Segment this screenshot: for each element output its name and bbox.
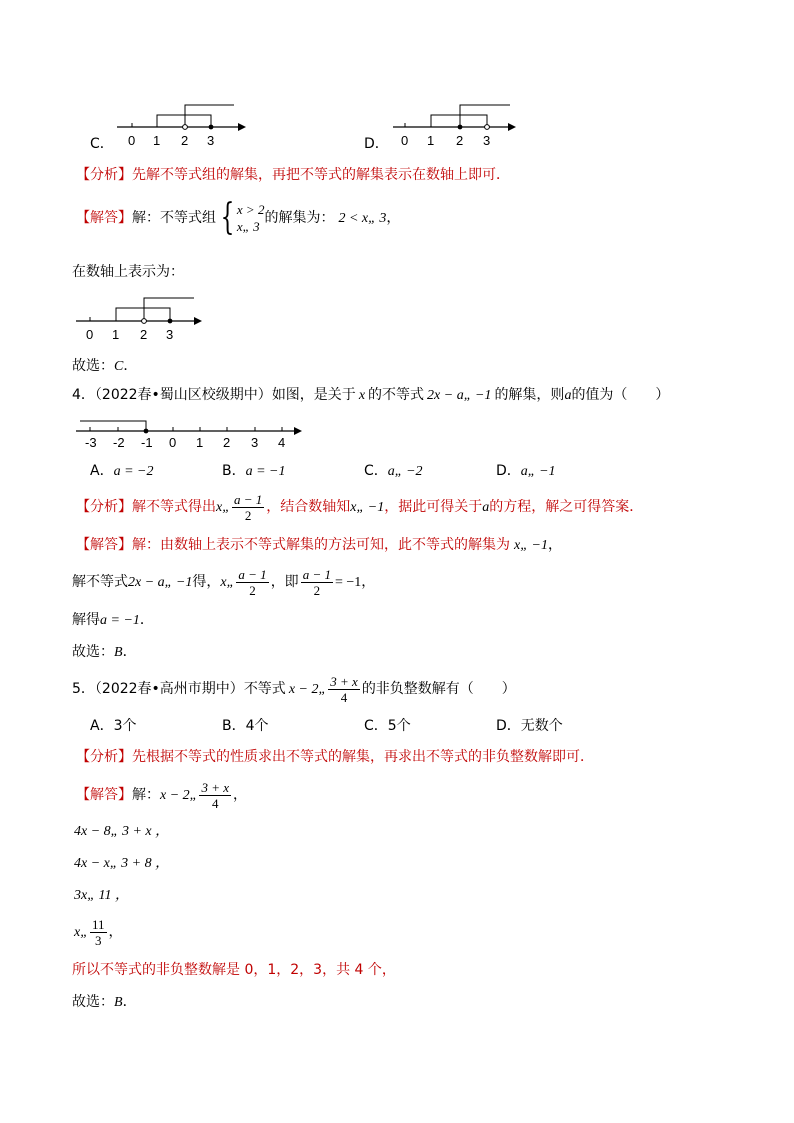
solution-set: 2 < x„ 3 [338, 211, 387, 226]
option-d-number-line [388, 98, 528, 150]
tick-label: 1 [427, 133, 435, 148]
q4-step-solve [72, 565, 375, 600]
answer-mid: 的解集为： [264, 210, 335, 226]
q4-option-c[interactable] [364, 461, 423, 482]
tick-label: 2 [223, 435, 231, 450]
choice-value: B [114, 645, 123, 660]
fraction: $\frac{11}{3}$ [92, 916, 105, 948]
question-number: 4． [72, 387, 95, 403]
fraction: $\frac{a - 1}{2}$ [238, 566, 267, 598]
option-value: 无数个 [520, 718, 563, 734]
question-source: （2022春•高州市期中） [94, 681, 244, 697]
analysis-tag: 【分析】 [76, 499, 132, 515]
math-expr: x„ −1 [514, 538, 548, 553]
q4-number-line [72, 416, 308, 452]
analysis-text: 先解不等式组的解集，再把不等式的解集表示在数轴上即可． [132, 167, 510, 183]
analysis-tag: 【分析】 [76, 749, 132, 765]
choice-prefix: 故选： [72, 644, 114, 660]
option-label: D． [496, 463, 521, 479]
stem-text: 不等式 [243, 681, 286, 697]
math-expr: 2x − a„ −1 [128, 575, 193, 590]
q3-answer [76, 197, 401, 238]
punct: ， [547, 537, 562, 553]
q3-numline-intro: 在数轴上表示为： [72, 264, 184, 280]
choice-prefix: 故选： [72, 358, 114, 374]
q5-option-a[interactable] [90, 716, 137, 736]
math-expr: x„ [74, 925, 88, 940]
q4-option-d[interactable] [496, 461, 556, 482]
step-text: ，即 [270, 574, 299, 590]
q4-step-result [72, 610, 154, 631]
stem-text: 的解集，则 [494, 387, 565, 403]
step-text: 解得 [72, 612, 100, 628]
tick-label: 3 [483, 133, 491, 148]
q5-answer [76, 778, 247, 813]
option-value: 4个 [245, 718, 269, 734]
q5-step-4 [74, 915, 123, 950]
q5-stem [72, 672, 516, 707]
option-label: A． [90, 718, 114, 734]
q4-option-b[interactable] [222, 461, 286, 482]
punct: ． [122, 644, 137, 660]
math-expr: x„ [216, 500, 230, 515]
tick-label: -3 [85, 435, 97, 450]
option-label: D． [496, 718, 521, 734]
system-line: x„ 3 [236, 219, 260, 234]
q5-option-c[interactable] [364, 716, 411, 736]
option-value: a = −1 [245, 464, 286, 479]
choice-value: C [114, 359, 124, 374]
tick-label: 1 [112, 327, 120, 342]
punct: ， [361, 574, 376, 590]
punct: ． [122, 994, 137, 1010]
q4-stem [72, 385, 669, 406]
option-label: B． [222, 718, 246, 734]
option-d-label: D． [364, 136, 389, 152]
question-number: 5． [72, 681, 95, 697]
analysis-text: 的方程，解之可得答案． [489, 499, 644, 515]
option-value: a„ −2 [387, 464, 423, 479]
inequality-system: { x > 2 x„ 3 [220, 197, 265, 238]
q5-conclusion: 所以不等式的非负整数解是 0，1，2，3，共 4 个， [72, 962, 396, 978]
tick-label: 0 [401, 133, 409, 148]
q5-step-1: 4x − 8„ 3 + x ， [74, 824, 170, 839]
option-label: C． [364, 463, 388, 479]
inequality: 2x − a„ −1 [427, 388, 492, 403]
fraction: $\frac{a - 1}{2}$ [234, 491, 263, 523]
tick-label: 2 [140, 327, 148, 342]
q5-analysis [76, 747, 594, 767]
tick-label: -1 [141, 435, 153, 450]
q5-option-d[interactable] [496, 716, 563, 736]
punct: ， [386, 210, 401, 226]
tick-label: 2 [181, 133, 189, 148]
question-source: （2022春•蜀山区校级期中） [94, 387, 272, 403]
stem-text: 如图，是关于 [271, 387, 356, 403]
option-c-label: C． [90, 136, 114, 152]
math-expr: x − 2„ [288, 682, 327, 697]
step-text: 得， [192, 574, 221, 590]
q5-choice [72, 992, 137, 1013]
tick-label: 3 [207, 133, 215, 148]
punct: ， [233, 787, 247, 803]
q5-step-2: 4x − x„ 3 + 8 ， [74, 856, 170, 871]
tick-label: 0 [86, 327, 94, 342]
analysis-tag: 【分析】 [76, 167, 132, 183]
analysis-text: ，据此可得关于 [384, 499, 483, 515]
q4-answer [76, 535, 562, 556]
tick-label: 0 [128, 133, 136, 148]
math-expr: x − 2„ [160, 788, 198, 803]
option-label: A． [90, 463, 114, 479]
q5-option-b[interactable] [222, 716, 269, 736]
fraction: $\frac{3 + x}{4}$ [330, 673, 358, 705]
answer-prefix: 解：不等式组 [132, 210, 216, 226]
tick-label: 1 [153, 133, 161, 148]
option-value: a„ −1 [520, 464, 556, 479]
q4-choice [72, 642, 137, 663]
option-label: C． [364, 718, 388, 734]
tick-label: 3 [251, 435, 259, 450]
q4-option-a[interactable] [90, 461, 153, 482]
tick-label: 1 [196, 435, 204, 450]
fraction: $\frac{a - 1}{2}$ [302, 566, 331, 598]
analysis-text: 解不等式得出 [132, 499, 216, 515]
math-expr: a = −1 [100, 613, 140, 628]
option-value: 3个 [113, 718, 137, 734]
tick-label: 2 [456, 133, 464, 148]
choice-prefix: 故选： [72, 994, 114, 1010]
option-label: B． [222, 463, 246, 479]
answer-prefix: 解： [132, 787, 160, 803]
tick-label: -2 [113, 435, 125, 450]
stem-text: 的值为（ ） [571, 387, 670, 403]
tick-label: 0 [169, 435, 177, 450]
punct: ． [139, 612, 154, 628]
answer-tag: 【解答】 [76, 787, 132, 803]
option-value: a = −2 [113, 464, 154, 479]
option-value: 5个 [387, 718, 411, 734]
analysis-text: 先根据不等式的性质求出不等式的解集，再求出不等式的非负整数解即可． [132, 749, 594, 765]
q3-choice [72, 356, 137, 377]
answer-text: 解：由数轴上表示不等式解集的方法可知，此不等式的解集为 [132, 537, 510, 553]
answer-tag: 【解答】 [76, 537, 132, 553]
option-c-number-line [112, 98, 252, 150]
stem-text: 的不等式 [368, 387, 425, 403]
q5-step-3: 3x„ 11 ， [74, 888, 129, 903]
system-line: x > 2 [236, 202, 265, 217]
q3-analysis [76, 165, 510, 185]
step-text: 解不等式 [72, 574, 128, 590]
punct: ， [108, 924, 123, 940]
fraction: $\frac{3 + x}{4}$ [201, 779, 229, 811]
tick-label: 4 [278, 435, 286, 450]
q4-analysis [76, 490, 643, 525]
stem-text: 的非负整数解有（ ） [361, 681, 516, 697]
choice-value: B [114, 995, 123, 1010]
variable: x [358, 388, 366, 403]
answer-tag: 【解答】 [76, 210, 132, 226]
math-expr: x„ [220, 575, 235, 590]
variable: a [482, 500, 490, 515]
variable: a [564, 388, 572, 403]
math-expr: = −1 [334, 575, 362, 590]
analysis-text: ，结合数轴知 [266, 499, 351, 515]
q3-number-line [70, 292, 210, 344]
punct: ． [123, 358, 138, 374]
math-expr: x„ −1 [350, 500, 385, 515]
tick-label: 3 [166, 327, 174, 342]
